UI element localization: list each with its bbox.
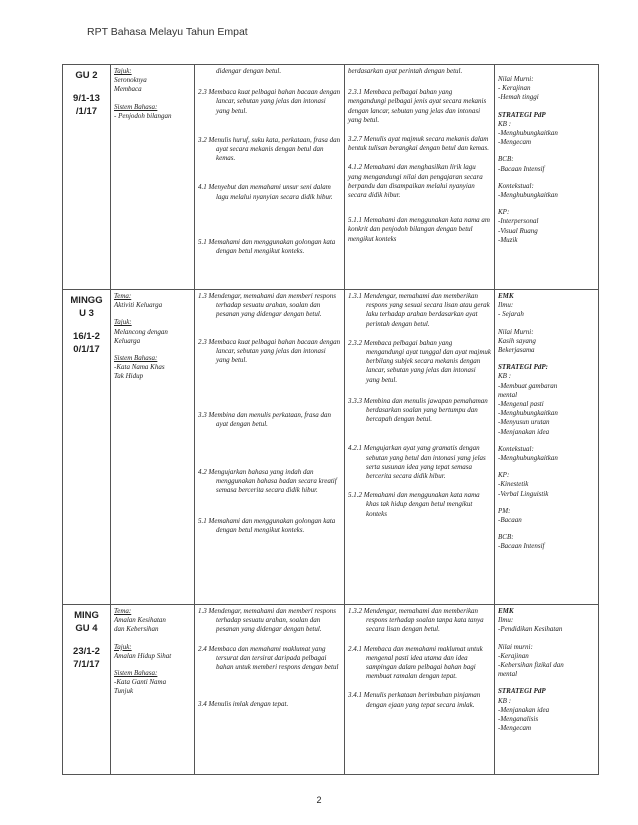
notes-line: -Menganalisis: [498, 715, 539, 724]
sk-item: 4.2 Mengujarkan bahasa yang indah dan menggunakan bahasa badan secara kreatif semasa bercerita secara didik hibur.: [198, 467, 337, 495]
week-date: 7/1/17: [73, 659, 100, 670]
sp-item: 2.3.2 Membaca pelbagai bahan yang mengandungi ayat tunggal dan ayat majmuk berbilang subjek secara mekanis dengan lancar, sebutan yang jelas dan intonasi yang betul.: [348, 338, 492, 384]
notes-line: -Mengecam: [498, 138, 532, 147]
notes-line: PM:: [498, 506, 511, 515]
tajuk-line: Tema:: [114, 292, 132, 300]
tajuk-cell: [111, 65, 195, 290]
standard-kandungan-cell: [195, 65, 345, 290]
sp-item: 5.1.1 Memahami dan menggunakan kata nama am konkrit dan penjodoh bilangan dengan betul mengikut konteks: [348, 216, 490, 243]
notes-line: -Bacaan Intensif: [498, 542, 545, 551]
week-date: 0/1/17: [73, 344, 100, 355]
tajuk-line: Tajuk:: [114, 642, 132, 651]
sp-item: berdasarkan ayat perintah dengan betul.: [348, 67, 463, 75]
week-date: 23/1-2: [73, 646, 100, 657]
week-label: MING GU 4: [74, 610, 99, 634]
notes-line: -Verbal Linguistik: [498, 489, 549, 498]
notes-line: -Mengenal pasti: [498, 400, 544, 409]
notes-line: -Menjanakan idea: [498, 705, 550, 714]
page-number: 2: [316, 795, 322, 805]
notes-line: - Sejarah: [498, 310, 524, 319]
notes-line: -Muzik: [498, 235, 518, 244]
notes-cell: [495, 65, 599, 290]
notes-line: -Menghubungkaitkan: [498, 454, 558, 463]
notes-line: -Membuat gambaran: [498, 381, 558, 390]
tajuk-line: -Kata Nama Khas: [114, 363, 165, 372]
notes-line: mental: [498, 390, 518, 399]
sp-item: 4.1.2 Memahami dan menghasilkan lirik lagu yang mengandungi nilai dan pengajaran secara berpandu dan disampaikan melalui nyanyian secara didik hibur.: [348, 163, 483, 200]
week-cell: [63, 65, 111, 290]
notes-line: -Hemah tinggi: [498, 93, 539, 102]
notes-line: -Bacaan: [498, 516, 522, 525]
table-row: [63, 605, 599, 775]
notes-line: BCB:: [498, 155, 514, 164]
sk-item: 5.1 Memahami dan menggunakan golongan kata dengan betul mengikut konteks.: [198, 517, 336, 535]
notes-line: -Menghubungkaitkan: [498, 129, 558, 138]
notes-line: Ilmu:: [498, 301, 514, 310]
notes-line: -Menyusun urutan: [498, 418, 550, 427]
notes-line: Ilmu:: [498, 616, 514, 625]
notes-line: BCB:: [498, 533, 514, 542]
standard-pembelajaran-cell: [345, 65, 495, 290]
week-cell: [63, 605, 111, 775]
sp-item: 4.2.1 Mengujarkan ayat yang gramatis dengan sebutan yang betul dan intonasi yang jelas serta susunan idea yang tepat semasa bercerita secara didik hibur.: [348, 444, 486, 481]
notes-line: -Pendidikan Kesihatan: [498, 625, 563, 634]
notes-line: STRATEGI PdP: [498, 110, 546, 119]
tajuk-cell: [111, 290, 195, 605]
notes-line: EMK: [498, 607, 514, 615]
notes-line: -Bacaan Intensif: [498, 164, 545, 173]
sp-item: 3.3.3 Membina dan menulis jawapan pemahaman berdasarkan soalan yang bertumpu dan bercapah dengan betul.: [348, 396, 488, 424]
sp-item: 1.3.1 Mendengar, memahami dan memberikan respons yang sesuai secara lisan atau gerak laku terhadap arahan berdasarkan ayat perintah dengan betul.: [348, 292, 490, 328]
page-header: RPT Bahasa Melayu Tahun Empat: [87, 26, 248, 38]
week-date: 16/1-2: [73, 331, 100, 342]
week-label: MINGG U 3: [70, 295, 103, 319]
notes-line: Kasih sayang: [498, 336, 536, 345]
week-cell: [63, 290, 111, 605]
sk-item: 1.3 Mendengar, memahami dan memberi respons terhadap sesuatu arahan, soalan dan pesanan yang didengar dengan betul.: [198, 607, 336, 634]
tajuk-line: Tema:: [114, 607, 132, 615]
notes-line: -Interpersonal: [498, 217, 539, 226]
table-row: [63, 65, 599, 290]
standard-kandungan-cell: [195, 605, 345, 775]
sk-item: 3.2 Menulis huruf, suku kata, perkataan, frasa dan ayat secara mekanis dengan betul dan kemas.: [198, 135, 341, 163]
week-label: GU 2: [75, 70, 98, 81]
notes-line: -Visual Ruang: [498, 226, 538, 235]
notes-line: Nilai murni:: [498, 642, 533, 651]
sk-item: 3.4 Menulis imlak dengan tepat.: [198, 700, 289, 709]
sk-item: 2.3 Membaca kuat pelbagai bahan bacaan dengan lancar, sebutan yang jelas dan intonasi yang betul.: [198, 88, 341, 115]
notes-line: EMK: [498, 292, 514, 300]
notes-line: STRATEGI PdP: [498, 687, 546, 696]
week-date: 9/1-13: [73, 93, 100, 104]
tajuk-line: Sistem Bahasa:: [114, 669, 158, 678]
tajuk-line: Tajuk:: [114, 318, 132, 327]
sp-item: 2.3.1 Membaca pelbagai bahan yang mengandungi pelbagai jenis ayat secara mekanis dengan lancar, sebutan yang jelas dan intonasi yang betul.: [348, 88, 487, 124]
week-date: /1/17: [75, 106, 98, 117]
rpt-table: [62, 64, 599, 775]
tajuk-line: Amalan Kesihatan: [114, 616, 166, 625]
notes-line: KP:: [498, 208, 510, 217]
sp-item: 5.1.2 Memahami dan menggunakan kata nama khas tak hidup dengan betul mengikut konteks: [348, 491, 480, 518]
notes-line: - Kerajinan: [498, 84, 531, 93]
sk-item: 2.4 Membaca dan memahami maklumat yang tersurat dan tersirat daripada pelbagai bahan untuk memberi respons dengan betul: [198, 644, 339, 672]
notes-line: -Kinestetik: [498, 480, 529, 489]
standard-kandungan-cell: [195, 290, 345, 605]
notes-line: -Kebersihan fizikal dan: [498, 661, 564, 670]
sp-item: 2.4.1 Membaca dan memahami maklumat untuk mengenal pasti idea utama dan idea sampingan dalam pelbagai bahan bagi membuat ramalan dengan tepat.: [348, 644, 483, 681]
sp-item: 3.4.1 Menulis perkataan berimbuhan pinjaman dengan ejaan yang tepat secara imlak.: [348, 691, 481, 709]
notes-line: KB :: [498, 372, 512, 381]
tajuk-line: -Kata Ganti Nama: [114, 678, 167, 687]
notes-line: Kontekstual:: [498, 181, 534, 190]
notes-line: Nilai Murni:: [498, 75, 534, 83]
tajuk-cell: [111, 605, 195, 775]
tajuk-line: Sistem Bahasa:: [114, 102, 158, 111]
tajuk-line: Aktiviti Keluarga: [114, 301, 163, 310]
tajuk-line: Melancong dengan: [114, 327, 168, 336]
notes-line: KB :: [498, 696, 512, 705]
tajuk-line: Keluarga: [114, 336, 141, 345]
sp-item: 3.2.7 Menulis ayat majmuk secara mekanis dalam bentuk tulisan berangkai dengan betul dan kemas.: [348, 135, 489, 153]
notes-line: -Mengecam: [498, 724, 532, 733]
notes-line: STRATEGI PdP:: [498, 363, 548, 372]
tajuk-line: Tunjuk: [114, 687, 134, 696]
notes-cell: [495, 605, 599, 775]
sk-item: 5.1 Memahami dan menggunakan golongan kata dengan betul mengikut konteks.: [198, 237, 336, 256]
tajuk-line: Sistem Bahasa:: [114, 354, 158, 363]
tajuk-line: Tajuk:: [114, 67, 132, 75]
notes-line: KP:: [498, 471, 510, 480]
tajuk-line: - Penjodoh bilangan: [114, 111, 172, 120]
notes-line: Bekerjasama: [498, 346, 535, 355]
sk-item: 1.3 Mendengar, memahami dan memberi respons terhadap sesuatu arahan, soalan dan pesanan yang didengar dengan betul.: [198, 292, 336, 319]
notes-cell: [495, 290, 599, 605]
tajuk-line: dan Kebersihan: [114, 625, 159, 634]
notes-line: -Kerajinan: [498, 651, 529, 660]
tajuk-line: Amalan Hidup Sihat: [114, 651, 172, 660]
notes-line: -Menghubungkaitkan: [498, 409, 558, 418]
sk-item: 3.3 Membina dan menulis perkataan, frasa dan ayat dengan betul.: [198, 411, 331, 429]
table-row: [63, 290, 599, 605]
tajuk-line: Seronoknya: [114, 76, 147, 85]
sk-item: 2.3 Membaca kuat pelbagai bahan bacaan dengan lancar, sebutan yang jelas dan intonasi yang betul.: [198, 337, 341, 365]
notes-line: -Menghubungkaitkan: [498, 191, 558, 200]
standard-pembelajaran-cell: [345, 290, 495, 605]
notes-line: mental: [498, 670, 518, 679]
sp-item: 1.3.2 Mendengar, memahami dan memberikan respons terhadap soalan tanpa kata tanya secara lisan dengan betul.: [348, 607, 484, 634]
notes-line: KB :: [498, 119, 512, 128]
standard-pembelajaran-cell: [345, 605, 495, 775]
notes-line: Nilai Murni:: [498, 327, 534, 336]
sk-item: 4.1 Menyebut dan memahami unsur seni dalam lagu melalui nyanyian secara didik hibur.: [198, 183, 333, 201]
sk-item: didengar dengan betul.: [216, 67, 282, 75]
tajuk-line: Tak Hidup: [114, 372, 144, 381]
notes-line: Kontekstual:: [498, 444, 534, 453]
tajuk-line: Membaca: [114, 85, 142, 94]
notes-line: -Menjanakan idea: [498, 427, 550, 436]
